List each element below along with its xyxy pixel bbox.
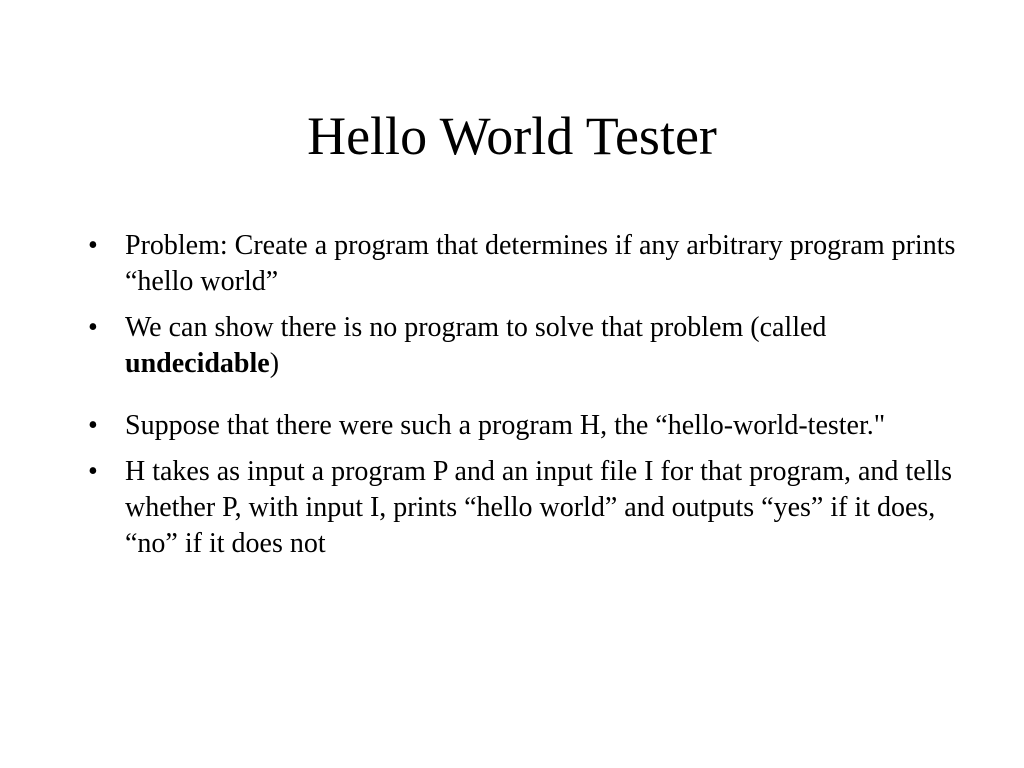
bullet-marker: • — [88, 456, 98, 487]
bullet-text: Problem: Create a program that determines if any arbitrary program prints “hello world” — [125, 230, 956, 297]
bullet-text-post: ) — [269, 348, 280, 379]
bullet-item-problem — [84, 228, 964, 300]
bullet-item-suppose — [84, 408, 964, 444]
bullet-text: H takes as input a program P and an input file I for that program, and tells whether P, with input I, prints “hello world” and outputs “yes” if it does, “no” if it does not — [125, 456, 953, 559]
bullet-item-h-takes-input — [84, 454, 964, 562]
slide-title: Hello World Tester — [307, 106, 717, 166]
bullet-marker: • — [88, 410, 98, 441]
bullet-text-bold: undecidable — [125, 348, 270, 379]
bullet-marker: • — [88, 312, 98, 343]
bullet-text-pre: We can show there is no program to solve that problem (called — [125, 312, 827, 343]
bullet-item-undecidable — [84, 310, 964, 382]
bullet-list — [84, 228, 964, 572]
bullet-marker: • — [88, 230, 98, 261]
bullet-text: Suppose that there were such a program H, the “hello-world-tester." — [125, 410, 886, 441]
bullet-text — [125, 310, 964, 382]
